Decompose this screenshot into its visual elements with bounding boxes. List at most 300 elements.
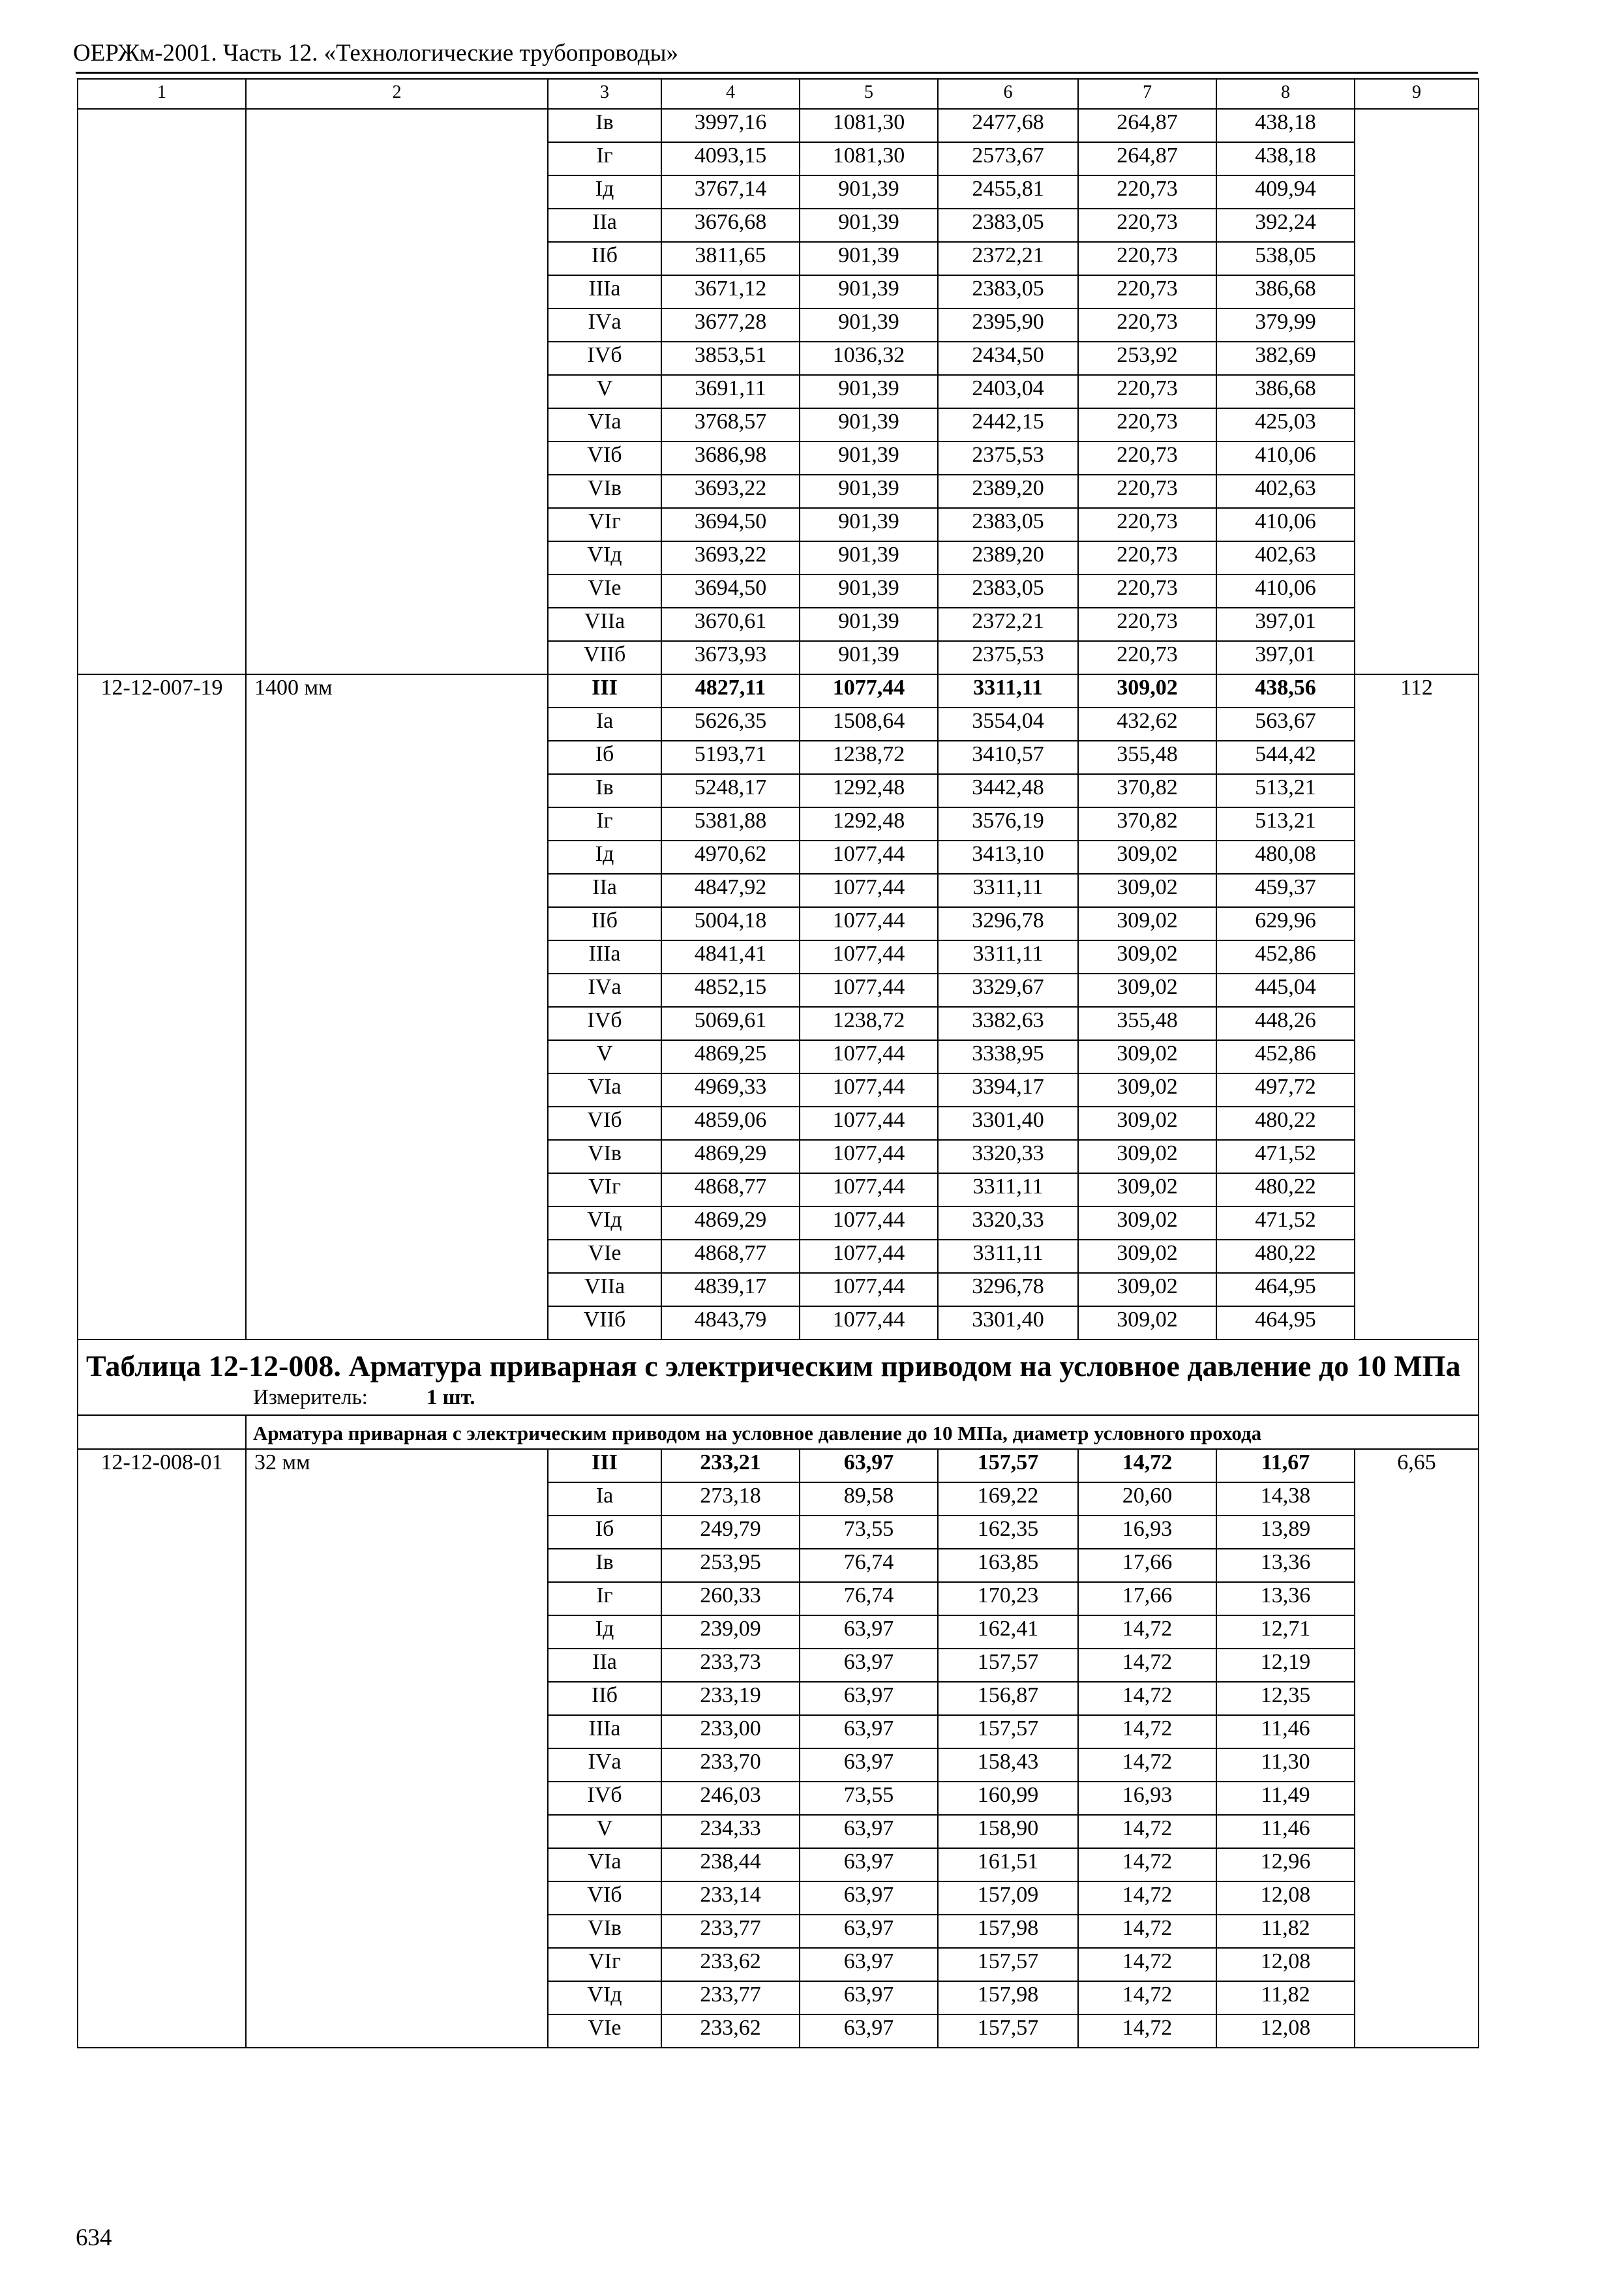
value-cell: 273,18 (661, 1482, 800, 1516)
value-cell: 233,19 (661, 1682, 800, 1715)
measure-label: Измеритель: (253, 1386, 368, 1409)
value-cell: 3311,11 (938, 874, 1078, 907)
value-cell: 386,68 (1216, 375, 1355, 408)
value-cell: 14,72 (1078, 1915, 1216, 1948)
value-cell: 16,93 (1078, 1516, 1216, 1549)
zone-index-cell: VIд (548, 1206, 661, 1240)
value-cell: 438,18 (1216, 142, 1355, 175)
value-cell: 233,00 (661, 1715, 800, 1748)
value-cell: 11,46 (1216, 1815, 1355, 1848)
value-cell: 3853,51 (661, 342, 800, 375)
zone-index-cell: IIа (548, 1649, 661, 1682)
value-cell: 14,72 (1078, 2014, 1216, 2048)
value-cell: 2442,15 (938, 408, 1078, 441)
value-cell: 249,79 (661, 1516, 800, 1549)
value-cell: 11,82 (1216, 1915, 1355, 1948)
value-cell: 355,48 (1078, 741, 1216, 774)
value-cell: 2383,05 (938, 209, 1078, 242)
zone-index-cell: VIв (548, 1140, 661, 1173)
value-cell: 471,52 (1216, 1140, 1355, 1173)
value-cell: 220,73 (1078, 508, 1216, 541)
zone-index-cell: VIIб (548, 1306, 661, 1339)
value-cell: 309,02 (1078, 1273, 1216, 1306)
value-cell: 233,77 (661, 1981, 800, 2014)
value-cell: 471,52 (1216, 1206, 1355, 1240)
value-cell: 158,43 (938, 1748, 1078, 1782)
value-cell: 233,62 (661, 2014, 800, 2048)
value-cell: 309,02 (1078, 1173, 1216, 1206)
value-cell: 5069,61 (661, 1007, 800, 1040)
value-cell: 901,39 (800, 209, 938, 242)
zone-index-cell: Iб (548, 741, 661, 774)
value-cell: 12,08 (1216, 2014, 1355, 2048)
value-cell: 1508,64 (800, 708, 938, 741)
value-cell: 239,09 (661, 1615, 800, 1649)
value-cell: 2372,21 (938, 608, 1078, 641)
value-cell: 410,06 (1216, 508, 1355, 541)
value-cell: 544,42 (1216, 741, 1355, 774)
value-cell: 12,19 (1216, 1649, 1355, 1682)
value-cell: 309,02 (1078, 1107, 1216, 1140)
value-cell: 513,21 (1216, 774, 1355, 807)
value-cell: 220,73 (1078, 408, 1216, 441)
zone-index-cell: Iд (548, 841, 661, 874)
diameter-cell: 1400 мм (246, 674, 548, 1339)
diameter-cell (246, 109, 548, 674)
value-cell: 5004,18 (661, 907, 800, 940)
value-cell: 3413,10 (938, 841, 1078, 874)
value-cell: 901,39 (800, 541, 938, 575)
value-cell: 901,39 (800, 375, 938, 408)
value-cell: 309,02 (1078, 1140, 1216, 1173)
value-cell: 3576,19 (938, 807, 1078, 841)
value-cell: 402,63 (1216, 541, 1355, 575)
value-cell: 3296,78 (938, 1273, 1078, 1306)
value-cell: 1077,44 (800, 1073, 938, 1107)
zone-index-cell: VIг (548, 508, 661, 541)
value-cell: 4970,62 (661, 841, 800, 874)
value-cell: 2389,20 (938, 541, 1078, 575)
value-cell: 4868,77 (661, 1173, 800, 1206)
zone-index-cell: IIб (548, 907, 661, 940)
value-cell: 4843,79 (661, 1306, 800, 1339)
value-cell: 11,82 (1216, 1981, 1355, 2014)
value-cell: 2403,04 (938, 375, 1078, 408)
value-cell: 901,39 (800, 608, 938, 641)
value-cell: 1077,44 (800, 1140, 938, 1173)
value-cell: 11,46 (1216, 1715, 1355, 1748)
value-cell: 5193,71 (661, 741, 800, 774)
value-cell: 3410,57 (938, 741, 1078, 774)
value-cell: 1292,48 (800, 807, 938, 841)
value-cell: 14,72 (1078, 1682, 1216, 1715)
value-cell: 233,77 (661, 1915, 800, 1948)
value-cell: 63,97 (800, 1748, 938, 1782)
value-cell: 432,62 (1078, 708, 1216, 741)
value-cell: 63,97 (800, 1881, 938, 1915)
zone-index-cell: V (548, 1815, 661, 1848)
value-cell: 309,02 (1078, 1306, 1216, 1339)
value-cell: 220,73 (1078, 441, 1216, 475)
value-cell: 14,72 (1078, 1748, 1216, 1782)
zone-index-cell: Iг (548, 807, 661, 841)
value-cell: 1077,44 (800, 1240, 938, 1273)
value-cell: 397,01 (1216, 608, 1355, 641)
value-cell: 309,02 (1078, 841, 1216, 874)
value-cell: 157,09 (938, 1881, 1078, 1915)
value-cell: 157,57 (938, 1649, 1078, 1682)
zone-index-cell: V (548, 1040, 661, 1073)
value-cell: 4839,17 (661, 1273, 800, 1306)
value-cell: 901,39 (800, 242, 938, 275)
zone-index-cell: IIа (548, 209, 661, 242)
zone-index-cell: VIIа (548, 1273, 661, 1306)
zone-index-cell: VIе (548, 1240, 661, 1273)
value-cell: 480,22 (1216, 1240, 1355, 1273)
value-cell: 4827,11 (661, 674, 800, 708)
value-cell: 402,63 (1216, 475, 1355, 508)
value-cell: 4969,33 (661, 1073, 800, 1107)
value-cell: 1036,32 (800, 342, 938, 375)
value-cell: 2434,50 (938, 342, 1078, 375)
value-cell: 3670,61 (661, 608, 800, 641)
column-number: 1 (78, 79, 246, 109)
value-cell: 14,72 (1078, 1649, 1216, 1682)
value-cell: 2455,81 (938, 175, 1078, 209)
value-cell: 3811,65 (661, 242, 800, 275)
value-cell: 1081,30 (800, 109, 938, 142)
zone-index-cell: Iа (548, 708, 661, 741)
value-cell: 3311,11 (938, 1240, 1078, 1273)
value-cell: 3311,11 (938, 940, 1078, 974)
measure-row (78, 1384, 1479, 1415)
zone-index-cell: IVа (548, 974, 661, 1007)
subtitle-empty-cell (78, 1415, 246, 1449)
value-cell: 3301,40 (938, 1107, 1078, 1140)
value-cell: 76,74 (800, 1582, 938, 1615)
value-cell: 20,60 (1078, 1482, 1216, 1516)
value-cell: 234,33 (661, 1815, 800, 1848)
value-cell: 233,62 (661, 1948, 800, 1981)
value-cell: 76,74 (800, 1549, 938, 1582)
value-cell: 901,39 (800, 575, 938, 608)
value-cell: 169,22 (938, 1482, 1078, 1516)
value-cell: 4869,25 (661, 1040, 800, 1073)
value-cell: 3554,04 (938, 708, 1078, 741)
value-cell: 11,67 (1216, 1449, 1355, 1482)
value-cell: 17,66 (1078, 1582, 1216, 1615)
value-cell: 4841,41 (661, 940, 800, 974)
value-cell: 157,57 (938, 1948, 1078, 1981)
value-cell: 309,02 (1078, 940, 1216, 974)
zone-index-cell: IIIа (548, 275, 661, 308)
value-cell: 14,72 (1078, 1948, 1216, 1981)
column-number: 6 (938, 79, 1078, 109)
value-cell: 161,51 (938, 1848, 1078, 1881)
zone-index-cell: Iд (548, 175, 661, 209)
zone-index-cell: IVб (548, 1782, 661, 1815)
value-cell: 5381,88 (661, 807, 800, 841)
value-cell: 409,94 (1216, 175, 1355, 209)
value-cell: 3311,11 (938, 674, 1078, 708)
value-cell: 63,97 (800, 1449, 938, 1482)
value-cell: 220,73 (1078, 541, 1216, 575)
value-cell: 1077,44 (800, 841, 938, 874)
subtitle-row (78, 1415, 1479, 1449)
zone-index-cell: IVб (548, 1007, 661, 1040)
value-cell: 379,99 (1216, 308, 1355, 342)
value-cell: 220,73 (1078, 641, 1216, 674)
rates-table (77, 78, 1479, 2048)
zone-index-cell: VIIа (548, 608, 661, 641)
value-cell: 901,39 (800, 475, 938, 508)
value-cell: 3301,40 (938, 1306, 1078, 1339)
value-cell: 238,44 (661, 1848, 800, 1881)
value-cell: 2383,05 (938, 575, 1078, 608)
value-cell: 73,55 (800, 1782, 938, 1815)
value-cell: 901,39 (800, 175, 938, 209)
diameter-cell: 32 мм (246, 1449, 548, 2048)
value-cell: 233,73 (661, 1649, 800, 1682)
value-cell: 3296,78 (938, 907, 1078, 940)
zone-index-cell: IVб (548, 342, 661, 375)
value-cell: 3442,48 (938, 774, 1078, 807)
value-cell: 386,68 (1216, 275, 1355, 308)
value-cell: 1081,30 (800, 142, 938, 175)
value-cell: 220,73 (1078, 242, 1216, 275)
value-cell: 2372,21 (938, 242, 1078, 275)
value-cell: 4859,06 (661, 1107, 800, 1140)
value-cell: 901,39 (800, 441, 938, 475)
value-cell: 12,96 (1216, 1848, 1355, 1881)
value-cell: 3686,98 (661, 441, 800, 475)
value-cell: 158,90 (938, 1815, 1078, 1848)
value-cell: 901,39 (800, 308, 938, 342)
value-cell: 309,02 (1078, 874, 1216, 907)
value-cell: 157,98 (938, 1981, 1078, 2014)
value-cell: 901,39 (800, 508, 938, 541)
value-cell: 13,36 (1216, 1582, 1355, 1615)
value-cell: 3671,12 (661, 275, 800, 308)
measure-value: 1 шт. (426, 1386, 475, 1409)
value-cell: 14,72 (1078, 1815, 1216, 1848)
value-cell: 452,86 (1216, 1040, 1355, 1073)
value-cell: 497,72 (1216, 1073, 1355, 1107)
zone-index-cell: VIб (548, 1881, 661, 1915)
value-cell: 4852,15 (661, 974, 800, 1007)
value-cell: 63,97 (800, 1981, 938, 2014)
page-header-title: ОЕРЖм-2001. Часть 12. «Технологические трубопроводы» (73, 40, 678, 67)
table-title-row (78, 1339, 1479, 1384)
value-cell: 14,72 (1078, 1715, 1216, 1748)
value-cell: 901,39 (800, 641, 938, 674)
value-cell: 14,72 (1078, 1981, 1216, 2014)
zone-index-cell: IVа (548, 1748, 661, 1782)
value-cell: 4869,29 (661, 1140, 800, 1173)
value-cell: 901,39 (800, 275, 938, 308)
value-cell: 309,02 (1078, 1040, 1216, 1073)
value-cell: 14,38 (1216, 1482, 1355, 1516)
value-cell: 11,49 (1216, 1782, 1355, 1815)
value-cell: 220,73 (1078, 175, 1216, 209)
value-cell: 264,87 (1078, 109, 1216, 142)
value-cell: 370,82 (1078, 774, 1216, 807)
value-cell: 1077,44 (800, 874, 938, 907)
rate-code-cell: 12-12-008-01 (78, 1449, 246, 2048)
value-cell: 438,56 (1216, 674, 1355, 708)
value-cell: 309,02 (1078, 1073, 1216, 1107)
value-cell: 4869,29 (661, 1206, 800, 1240)
value-cell: 3320,33 (938, 1140, 1078, 1173)
value-cell: 1238,72 (800, 1007, 938, 1040)
table-row (78, 1449, 1479, 1482)
value-cell: 220,73 (1078, 275, 1216, 308)
value-cell: 233,70 (661, 1748, 800, 1782)
value-cell: 513,21 (1216, 807, 1355, 841)
value-cell: 63,97 (800, 1915, 938, 1948)
value-cell: 12,35 (1216, 1682, 1355, 1715)
value-cell: 370,82 (1078, 807, 1216, 841)
zone-index-cell: VIIб (548, 641, 661, 674)
value-cell: 233,14 (661, 1881, 800, 1915)
value-cell: 63,97 (800, 1715, 938, 1748)
value-cell: 2389,20 (938, 475, 1078, 508)
zone-index-cell: VIг (548, 1948, 661, 1981)
value-cell: 14,72 (1078, 1615, 1216, 1649)
value-cell: 5626,35 (661, 708, 800, 741)
value-cell: 233,21 (661, 1449, 800, 1482)
value-cell: 3320,33 (938, 1206, 1078, 1240)
value-cell: 3677,28 (661, 308, 800, 342)
value-cell: 156,87 (938, 1682, 1078, 1715)
value-cell: 220,73 (1078, 308, 1216, 342)
value-cell: 17,66 (1078, 1549, 1216, 1582)
zone-index-cell: IVа (548, 308, 661, 342)
value-cell: 3997,16 (661, 109, 800, 142)
value-cell: 2573,67 (938, 142, 1078, 175)
value-cell: 1077,44 (800, 1273, 938, 1306)
value-cell: 397,01 (1216, 641, 1355, 674)
value-cell: 260,33 (661, 1582, 800, 1615)
value-cell: 11,30 (1216, 1748, 1355, 1782)
value-cell: 2477,68 (938, 109, 1078, 142)
value-cell: 63,97 (800, 1948, 938, 1981)
value-cell: 89,58 (800, 1482, 938, 1516)
column-number-row (78, 79, 1479, 109)
value-cell: 309,02 (1078, 974, 1216, 1007)
value-cell: 1077,44 (800, 1206, 938, 1240)
value-cell: 1077,44 (800, 1107, 938, 1140)
rates-table-body (78, 79, 1479, 2048)
value-cell: 220,73 (1078, 575, 1216, 608)
value-cell: 162,35 (938, 1516, 1078, 1549)
value-cell: 253,95 (661, 1549, 800, 1582)
value-cell: 1077,44 (800, 674, 938, 708)
value-cell: 459,37 (1216, 874, 1355, 907)
value-cell: 2383,05 (938, 275, 1078, 308)
zone-index-cell: III (548, 1449, 661, 1482)
value-cell: 480,22 (1216, 1173, 1355, 1206)
value-cell: 448,26 (1216, 1007, 1355, 1040)
value-cell: 3311,11 (938, 1173, 1078, 1206)
value-cell: 12,08 (1216, 1881, 1355, 1915)
column-number: 7 (1078, 79, 1216, 109)
value-cell: 382,69 (1216, 342, 1355, 375)
value-cell: 16,93 (1078, 1782, 1216, 1815)
value-cell: 253,92 (1078, 342, 1216, 375)
zone-index-cell: III (548, 674, 661, 708)
value-cell: 1238,72 (800, 741, 938, 774)
value-cell: 63,97 (800, 1649, 938, 1682)
value-cell: 1077,44 (800, 907, 938, 940)
value-cell: 14,72 (1078, 1848, 1216, 1881)
value-cell: 12,08 (1216, 1948, 1355, 1981)
value-cell: 2375,53 (938, 641, 1078, 674)
zone-index-cell: IIIа (548, 1715, 661, 1748)
value-cell: 3676,68 (661, 209, 800, 242)
page-number: 634 (76, 2224, 112, 2251)
value-cell: 170,23 (938, 1582, 1078, 1615)
extra-value-cell: 112 (1355, 674, 1479, 1339)
value-cell: 63,97 (800, 1848, 938, 1881)
value-cell: 3694,50 (661, 508, 800, 541)
extra-value-cell (1355, 109, 1479, 674)
value-cell: 445,04 (1216, 974, 1355, 1007)
zone-index-cell: VIд (548, 541, 661, 575)
value-cell: 1077,44 (800, 974, 938, 1007)
value-cell: 63,97 (800, 1682, 938, 1715)
value-cell: 452,86 (1216, 940, 1355, 974)
value-cell: 5248,17 (661, 774, 800, 807)
value-cell: 73,55 (800, 1516, 938, 1549)
value-cell: 901,39 (800, 408, 938, 441)
column-number: 3 (548, 79, 661, 109)
value-cell: 157,98 (938, 1915, 1078, 1948)
rate-code-cell (78, 109, 246, 674)
value-cell: 309,02 (1078, 1206, 1216, 1240)
value-cell: 309,02 (1078, 1240, 1216, 1273)
value-cell: 410,06 (1216, 575, 1355, 608)
value-cell: 464,95 (1216, 1306, 1355, 1339)
value-cell: 1077,44 (800, 1173, 938, 1206)
value-cell: 163,85 (938, 1549, 1078, 1582)
value-cell: 629,96 (1216, 907, 1355, 940)
value-cell: 1077,44 (800, 940, 938, 974)
value-cell: 2383,05 (938, 508, 1078, 541)
header-rule (76, 72, 1478, 74)
value-cell: 220,73 (1078, 375, 1216, 408)
value-cell: 438,18 (1216, 109, 1355, 142)
zone-index-cell: VIг (548, 1173, 661, 1206)
value-cell: 157,57 (938, 2014, 1078, 2048)
value-cell: 309,02 (1078, 907, 1216, 940)
value-cell: 563,67 (1216, 708, 1355, 741)
value-cell: 13,89 (1216, 1516, 1355, 1549)
extra-value-cell: 6,65 (1355, 1449, 1479, 2048)
column-number: 2 (246, 79, 548, 109)
value-cell: 464,95 (1216, 1273, 1355, 1306)
zone-index-cell: VIа (548, 408, 661, 441)
zone-index-cell: VIа (548, 1073, 661, 1107)
value-cell: 63,97 (800, 1615, 938, 1649)
value-cell: 3673,93 (661, 641, 800, 674)
value-cell: 1077,44 (800, 1040, 938, 1073)
zone-index-cell: IIб (548, 242, 661, 275)
zone-index-cell: VIв (548, 475, 661, 508)
value-cell: 3338,95 (938, 1040, 1078, 1073)
zone-index-cell: VIв (548, 1915, 661, 1948)
value-cell: 157,57 (938, 1449, 1078, 1482)
